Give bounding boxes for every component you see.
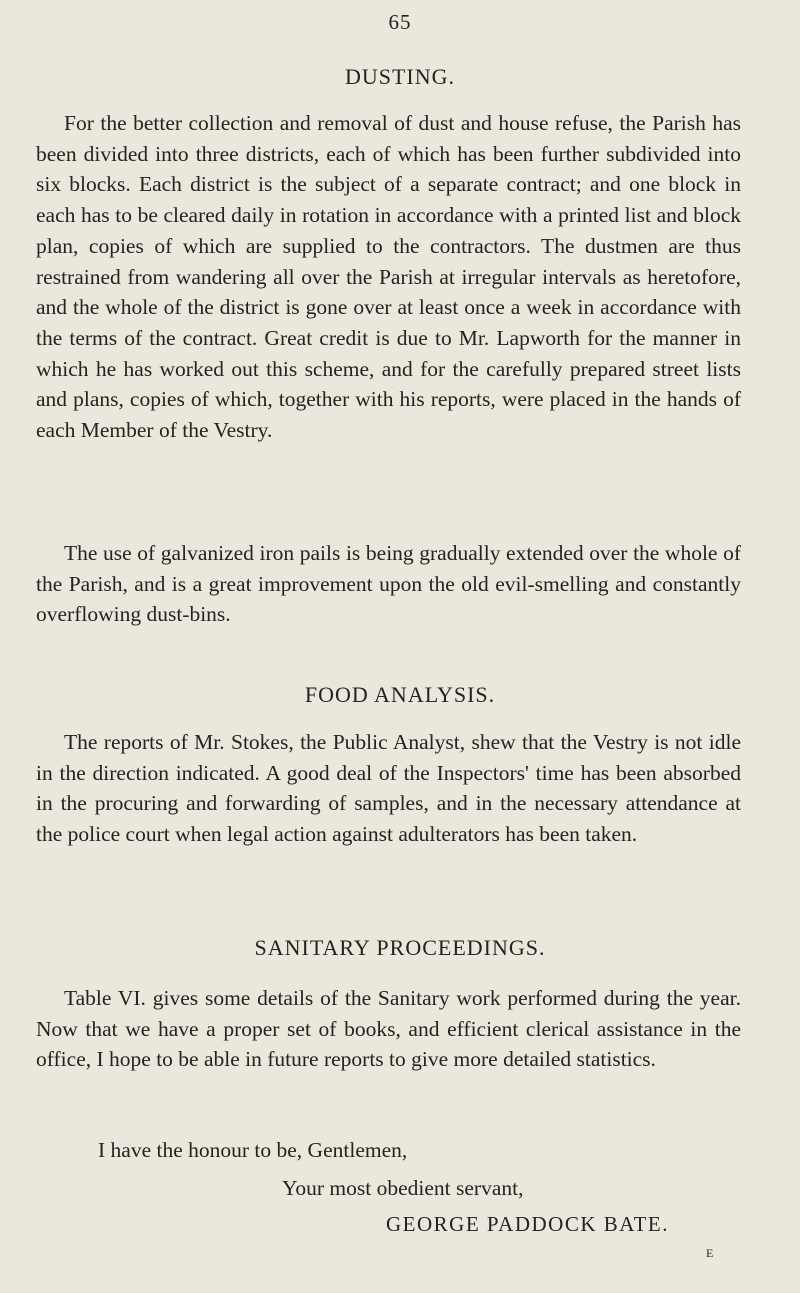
dusting-paragraph-1: For the better collection and removal of dust and house refuse, the Parish has been divided into three districts, each of which has been further subdivided into six blocks. Each district is the subject of a separate contract; and one block in each has to be cleared daily in rotation in accordance with a printed list and block plan, copies of which are supplied to the contractors. The dustmen are thus restrained from wandering all over the Parish at irregular intervals as heretofore, and the whole of the district is gone over at least once a week in accordance with the terms of the contract. Great credit is due to Mr. Lapworth for the manner in which he has worked out this scheme, and for the carefully prepared street lists and plans, copies of which, together with his reports, were placed in the hands of each Member of the Vestry. (36, 111, 741, 443)
page-number: 65 (388, 10, 412, 34)
closing-valediction: Your most obedient servant, (282, 1176, 524, 1200)
sanitary-proceedings-heading: SANITARY PROCEEDINGS. (254, 935, 546, 960)
dusting-heading: DUSTING. (344, 64, 456, 89)
food-analysis-paragraph: The reports of Mr. Stokes, the Public Analyst, shew that the Vestry is not idle in the direction indicated. A good deal of the Inspectors' time has been absorbed in the procuring and forwarding of samples, and in the necessary attendance at the police court when legal action against adulterators has been taken. (36, 730, 741, 847)
closing-salutation: I have the honour to be, Gentlemen, (98, 1138, 408, 1162)
sanitary-proceedings-paragraph: Table VI. gives some details of the Sanitary work performed during the year. Now that we have a proper set of books, and efficient clerical assistance in the office, I hope to be able in future reports to give more detailed statistics. (36, 986, 741, 1072)
signature-mark: E (706, 1246, 715, 1260)
dusting-paragraph-2: The use of galvanized iron pails is being gradually extended over the whole of the Parish, and is a great improvement upon the old evil-smelling and constantly overflowing dust-bins. (36, 541, 741, 627)
food-analysis-heading: FOOD ANALYSIS. (304, 682, 496, 707)
signature: GEORGE PADDOCK BATE. (386, 1212, 669, 1236)
